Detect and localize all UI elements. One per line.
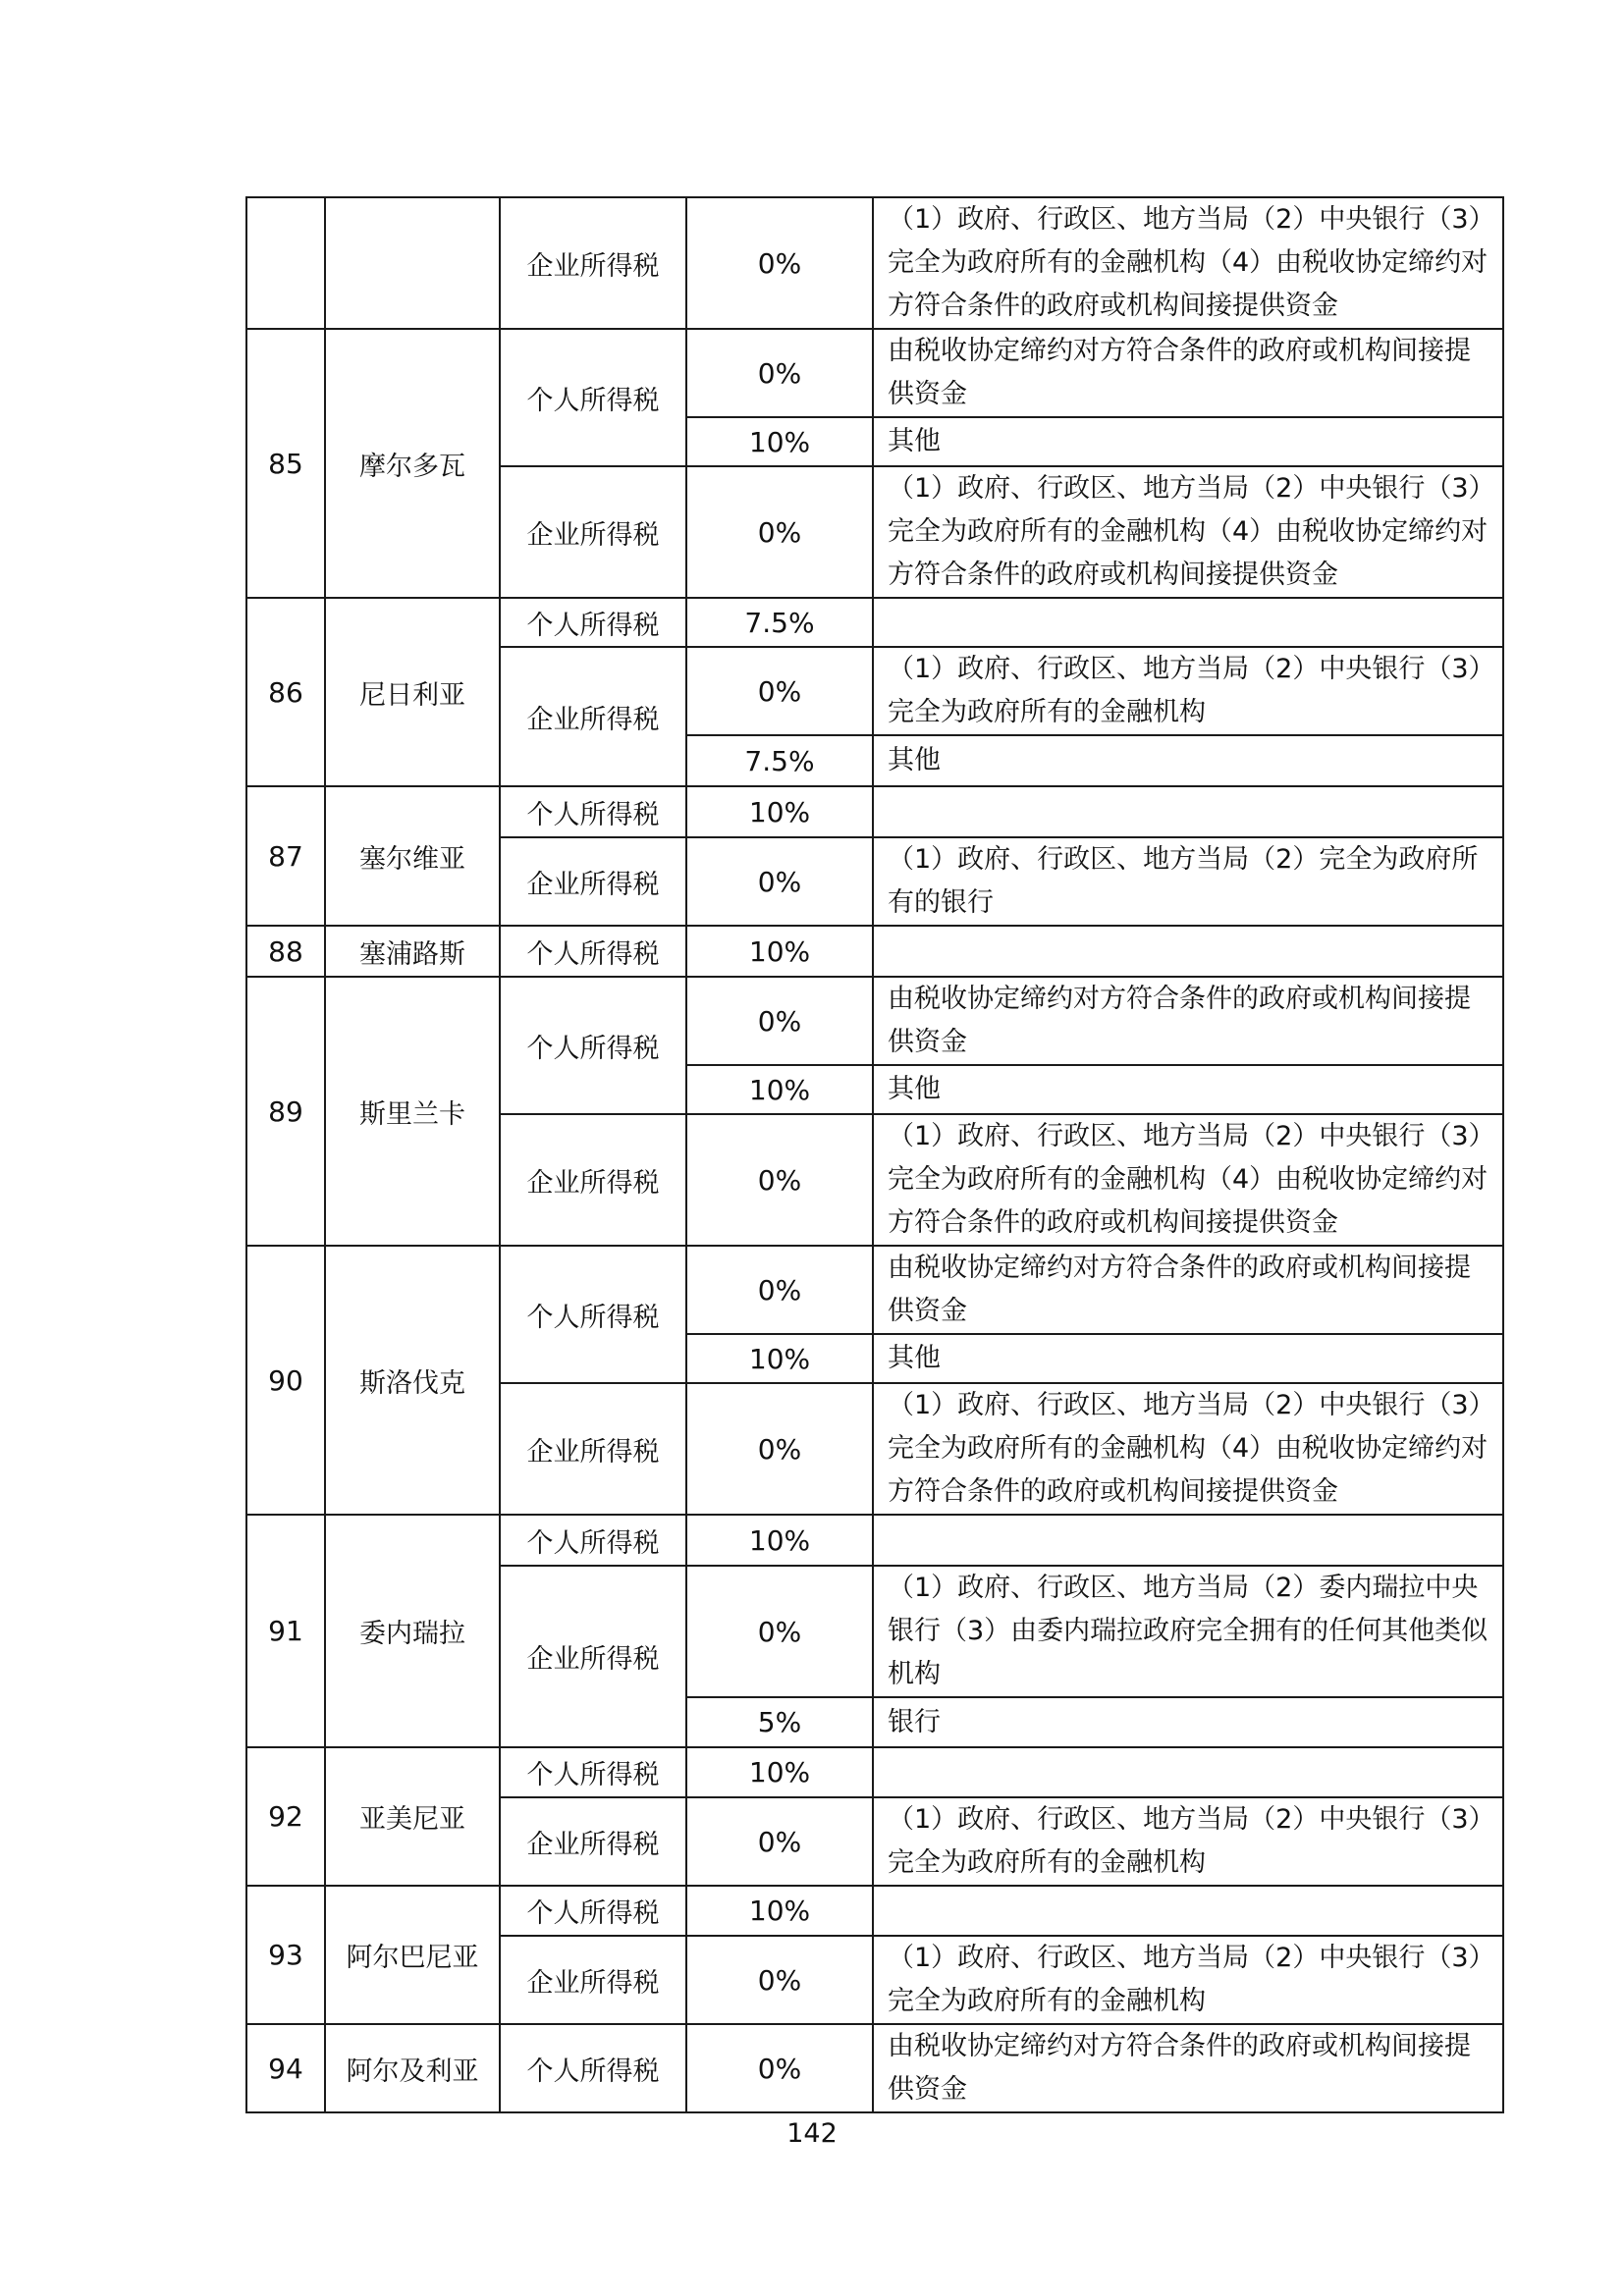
tax-type-cell: 个人所得税 (500, 2024, 686, 2112)
note-cell (873, 837, 1503, 926)
rate-cell: 0% (686, 647, 873, 735)
note-text: （1）政府、行政区、地方当局（2）中央银行（3）完全为政府所有的金融机构（4）由税收协定缔约对方符合条件的政府或机构间接提供资金 (888, 1121, 1489, 1238)
tax-type-cell: 企业所得税 (500, 647, 686, 786)
tax-type-cell: 个人所得税 (500, 1246, 686, 1383)
tax-rate-table (245, 196, 1504, 2113)
note-text: （1）政府、行政区、地方当局（2）委内瑞拉中央银行（3）由委内瑞拉政府完全拥有的任何其他类似机构 (888, 1573, 1489, 1689)
note-cell (873, 2024, 1503, 2112)
tax-type-cell: 企业所得税 (500, 1566, 686, 1747)
rate-cell: 7.5% (686, 598, 873, 647)
note-text: （1）政府、行政区、地方当局（2）中央银行（3）完全为政府所有的金融机构 (888, 1804, 1483, 1878)
note-text: （1）政府、行政区、地方当局（2）中央银行（3）完全为政府所有的金融机构（4）由税收协定缔约对方符合条件的政府或机构间接提供资金 (888, 473, 1489, 590)
note-cell (873, 1936, 1503, 2024)
note-text: 由税收协定缔约对方符合条件的政府或机构间接提供资金 (888, 2031, 1471, 2105)
note-cell (873, 598, 1503, 647)
table-row (246, 1246, 1503, 1334)
rate-cell: 10% (686, 786, 873, 837)
country-cell: 塞浦路斯 (325, 926, 500, 977)
rate-cell: 0% (686, 977, 873, 1065)
table-row (246, 2024, 1503, 2112)
table-row (246, 598, 1503, 647)
note-cell (873, 1383, 1503, 1515)
row-number-cell: 92 (246, 1747, 325, 1886)
note-text: （1）政府、行政区、地方当局（2）中央银行（3）完全为政府所有的金融机构 (888, 654, 1483, 727)
rate-cell: 0% (686, 1797, 873, 1886)
tax-type-cell: 个人所得税 (500, 1747, 686, 1797)
note-cell (873, 1566, 1503, 1697)
note-cell (873, 1114, 1503, 1246)
note-text: （1）政府、行政区、地方当局（2）中央银行（3）完全为政府所有的金融机构（4）由税收协定缔约对方符合条件的政府或机构间接提供资金 (888, 1390, 1489, 1507)
rate-cell: 7.5% (686, 735, 873, 786)
rate-cell: 0% (686, 837, 873, 926)
row-number-cell: 94 (246, 2024, 325, 2112)
rate-cell: 10% (686, 1334, 873, 1383)
rate-cell: 10% (686, 417, 873, 466)
tax-type-cell: 企业所得税 (500, 837, 686, 926)
note-cell (873, 417, 1503, 466)
rate-cell: 10% (686, 1515, 873, 1566)
note-cell (873, 329, 1503, 417)
note-text: 其他 (888, 1074, 941, 1104)
table-row (246, 197, 1503, 329)
row-number-cell: 91 (246, 1515, 325, 1747)
note-cell (873, 466, 1503, 598)
row-number-cell: 88 (246, 926, 325, 977)
tax-type-cell: 个人所得税 (500, 786, 686, 837)
note-cell (873, 786, 1503, 837)
rate-cell: 0% (686, 1246, 873, 1334)
note-cell (873, 926, 1503, 977)
tax-type-cell: 个人所得税 (500, 1515, 686, 1566)
tax-type-cell: 企业所得税 (500, 1797, 686, 1886)
row-number-cell: 86 (246, 598, 325, 786)
tax-type-cell: 个人所得税 (500, 926, 686, 977)
rate-cell: 0% (686, 1936, 873, 2024)
country-cell: 尼日利亚 (325, 598, 500, 786)
note-text: 其他 (888, 745, 941, 775)
tax-type-cell: 个人所得税 (500, 329, 686, 466)
note-cell (873, 1697, 1503, 1747)
rate-cell: 0% (686, 466, 873, 598)
note-text: （1）政府、行政区、地方当局（2）中央银行（3）完全为政府所有的金融机构（4）由税收协定缔约对方符合条件的政府或机构间接提供资金 (888, 204, 1489, 321)
tax-type-cell: 企业所得税 (500, 1114, 686, 1246)
tax-type-cell: 企业所得税 (500, 1383, 686, 1515)
page-number: 142 (786, 2118, 838, 2149)
table-row (246, 926, 1503, 977)
note-cell (873, 1797, 1503, 1886)
table-row (246, 977, 1503, 1065)
row-number-cell: 89 (246, 977, 325, 1246)
country-cell: 摩尔多瓦 (325, 329, 500, 598)
table-row (246, 1515, 1503, 1566)
note-cell (873, 977, 1503, 1065)
country-cell: 斯里兰卡 (325, 977, 500, 1246)
note-cell (873, 1886, 1503, 1936)
country-cell: 委内瑞拉 (325, 1515, 500, 1747)
note-cell (873, 1334, 1503, 1383)
note-cell (873, 1515, 1503, 1566)
table-row (246, 786, 1503, 837)
rate-cell: 0% (686, 1114, 873, 1246)
rate-cell: 0% (686, 329, 873, 417)
rate-cell: 10% (686, 926, 873, 977)
note-text: （1）政府、行政区、地方当局（2）完全为政府所有的银行 (888, 844, 1479, 918)
country-cell: 塞尔维亚 (325, 786, 500, 926)
table-row (246, 329, 1503, 417)
note-text: 由税收协定缔约对方符合条件的政府或机构间接提供资金 (888, 336, 1471, 409)
rate-cell: 10% (686, 1747, 873, 1797)
rate-cell: 0% (686, 1566, 873, 1697)
tax-type-cell: 个人所得税 (500, 598, 686, 647)
note-cell (873, 1246, 1503, 1334)
country-cell: 亚美尼亚 (325, 1747, 500, 1886)
note-text: 其他 (888, 1343, 941, 1373)
row-number-cell: 93 (246, 1886, 325, 2024)
country-cell: 阿尔及利亚 (325, 2024, 500, 2112)
tax-type-cell: 企业所得税 (500, 197, 686, 329)
note-text: （1）政府、行政区、地方当局（2）中央银行（3）完全为政府所有的金融机构 (888, 1943, 1483, 2016)
country-cell (325, 197, 500, 329)
note-cell (873, 735, 1503, 786)
note-cell (873, 1065, 1503, 1114)
note-text: 其他 (888, 426, 941, 456)
note-cell (873, 1747, 1503, 1797)
row-number-cell: 90 (246, 1246, 325, 1515)
rate-cell: 10% (686, 1065, 873, 1114)
note-text: 由税收协定缔约对方符合条件的政府或机构间接提供资金 (888, 1253, 1471, 1326)
table-row (246, 1747, 1503, 1797)
row-number-cell: 87 (246, 786, 325, 926)
rate-cell: 0% (686, 197, 873, 329)
tax-type-cell: 企业所得税 (500, 466, 686, 598)
note-cell (873, 197, 1503, 329)
rate-cell: 5% (686, 1697, 873, 1747)
row-number-cell (246, 197, 325, 329)
rate-cell: 0% (686, 1383, 873, 1515)
rate-cell: 10% (686, 1886, 873, 1936)
tax-type-cell: 个人所得税 (500, 977, 686, 1114)
table-row (246, 1886, 1503, 1936)
tax-type-cell: 企业所得税 (500, 1936, 686, 2024)
country-cell: 阿尔巴尼亚 (325, 1886, 500, 2024)
note-cell (873, 647, 1503, 735)
rate-cell: 0% (686, 2024, 873, 2112)
tax-type-cell: 个人所得税 (500, 1886, 686, 1936)
note-text: 银行 (888, 1706, 941, 1737)
note-text: 由税收协定缔约对方符合条件的政府或机构间接提供资金 (888, 984, 1471, 1057)
country-cell: 斯洛伐克 (325, 1246, 500, 1515)
row-number-cell: 85 (246, 329, 325, 598)
